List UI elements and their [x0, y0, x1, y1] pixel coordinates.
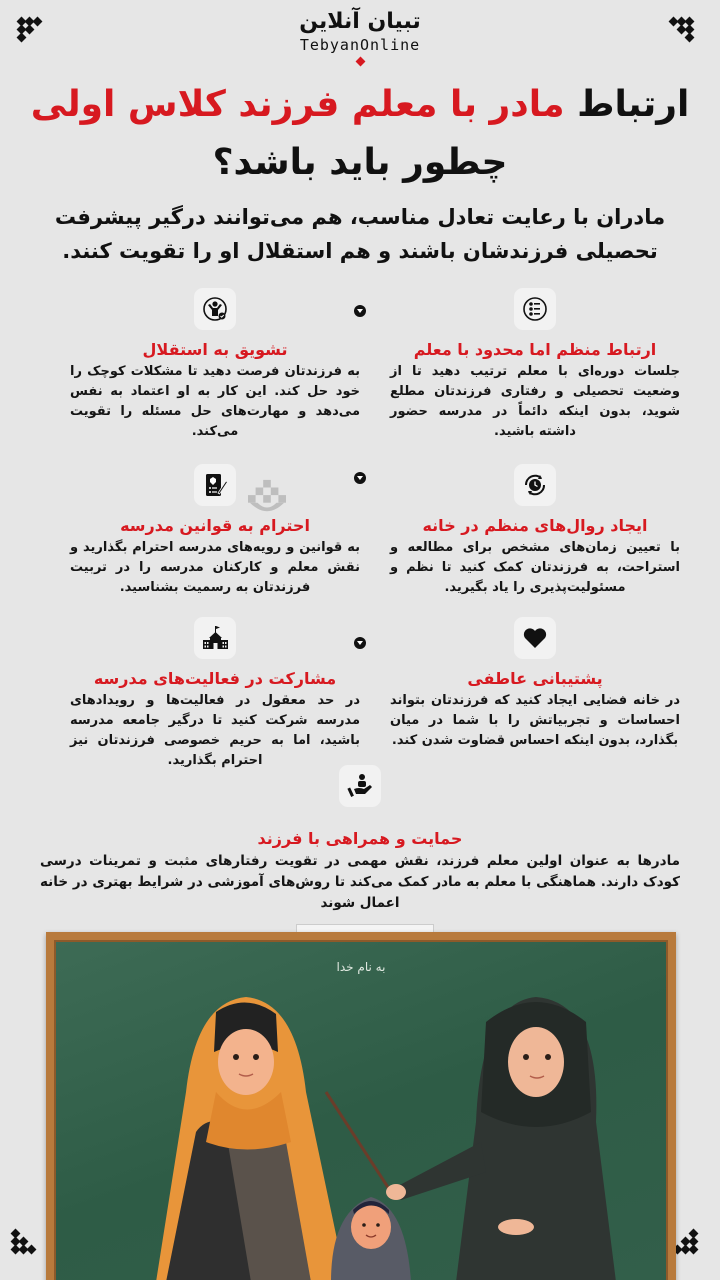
hand-support-person-icon: [339, 765, 381, 807]
tip-encourage-independence: [70, 288, 360, 442]
tip-support-child: [40, 765, 680, 914]
tip-body: به فرزندتان فرصت دهید تا مشکلات کوچک را خود حل کند. این کار به او اعتماد به نفس می‌دهد و مهارت‌های حل مسئله را تقویت می‌کند.: [70, 364, 360, 439]
rules-document-icon: [194, 464, 236, 506]
corner-ornament-bottom-right: [674, 1230, 706, 1262]
intro-text: مادران با رعایت تعادل مناسب، هم می‌توانند درگیر پیشرفت تحصیلی فرزندشان باشند و هم استقلال او را تقویت کنند.: [54, 205, 666, 263]
board-text: به نام خدا: [336, 960, 386, 974]
tip-body: به قوانین و رویه‌های مدرسه احترام بگذارید و نقش معلم و کارکنان مدرسه را در تربیت فرزندتان به رسمیت بشناسید.: [70, 540, 360, 595]
mother-teacher-child-illustration: [56, 942, 666, 1280]
page-title: [0, 80, 720, 188]
tip-title: مشارکت در فعالیت‌های مدرسه: [93, 669, 337, 688]
tip-body: در حد معقول در فعالیت‌ها و رویدادهای مدرسه شرکت کنید تا درگیر جامعه مدرسه باشید، اما به حریم خصوصی فرزندتان نیز احترام بگذارید.: [70, 693, 360, 768]
tip-title: ارتباط منظم اما محدود با معلم: [413, 340, 657, 359]
tip-title: پشتیبانی عاطفی: [467, 669, 603, 688]
logo-persian: تبیان آنلاین: [299, 9, 421, 34]
corner-ornament-bottom-left: [12, 1230, 44, 1262]
tip-respect-school-rules: [70, 464, 360, 598]
tip-school-activities: [70, 617, 360, 771]
logo-diamond-icon: [355, 57, 365, 67]
tip-title: ایجاد روال‌های منظم در خانه: [422, 516, 648, 535]
chalkboard-illustration: [46, 932, 676, 1280]
school-building-icon: [194, 617, 236, 659]
independent-child-icon: [194, 288, 236, 330]
title-red-part: مادر با معلم فرزند کلاس اولی: [30, 84, 565, 125]
tip-body: با تعیین زمان‌های مشخص برای مطالعه و استراحت، به فرزندتان کمک کنید تا نظم و مسئولیت‌پذیری را یاد بگیرید.: [390, 540, 680, 595]
title-black-part: ارتباط: [577, 84, 690, 125]
title-question: چطور باید باشد؟: [212, 142, 508, 183]
tip-title: تشویق به استقلال: [142, 340, 288, 359]
tip-emotional-support: [390, 617, 680, 751]
checklist-cycle-icon: [514, 288, 556, 330]
tip-regular-teacher-contact: [390, 288, 680, 442]
tip-title: حمایت و همراهی با فرزند: [257, 829, 463, 848]
logo-english: TebyanOnline: [299, 36, 421, 54]
tip-body: در خانه فضایی ایجاد کنید که فرزندتان بتواند احساسات و تجربیاتش را با شما در میان بگذارد، بدون اینکه احساس قضاوت شدن کند.: [390, 693, 680, 748]
tip-body: جلسات دوره‌ای با معلم ترتیب دهید تا از وضعیت تحصیلی و رفتاری فرزندتان مطلع شوید، بدون اینکه دائماً در مدرسه حضور داشته باشید.: [390, 364, 680, 439]
tip-body: مادرها به عنوان اولین معلم فرزند، نقش مهمی در تقویت رفتارهای مثبت و تمرینات درسی کودک دارند. هماهنگی با معلم به مادر کمک می‌کند تا روش‌های آموزشی در شرایط بهتری در خانه اعمال شوند: [40, 853, 680, 911]
brand-logo: [0, 8, 720, 65]
heart-icon: [514, 617, 556, 659]
clock-routine-icon: [514, 464, 556, 506]
tip-title: احترام به قوانین مدرسه: [120, 516, 310, 535]
tip-home-routines: [390, 464, 680, 598]
